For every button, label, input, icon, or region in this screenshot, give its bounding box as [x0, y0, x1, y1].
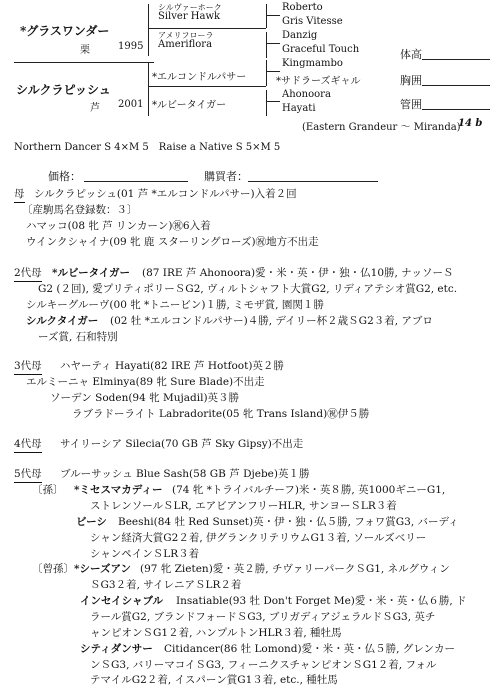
gen2-name: *ルビータイガー — [52, 267, 131, 279]
gen2-l1: (87 IRE 芦 Ahonoora)愛・米・英・伊・独・仏10勝, ナッソーＳ — [142, 267, 454, 279]
g2-name: ビーシ — [76, 516, 107, 528]
g2-l2: シャン経済大賞G2２着, 伊グランクリテリウムG1３着, ソールズベリー — [90, 532, 427, 544]
cannon-label: 管囲 — [400, 98, 422, 111]
sire-dam-name: Ameriflora — [158, 39, 213, 50]
gen2-l5: ーズ賞, 石和特別 — [38, 331, 118, 343]
grand-label: 〔孫〕 — [32, 484, 64, 496]
inbreeding: Northern Dancer S 4×M 5 Raise a Native S 5×M 5 — [14, 142, 281, 153]
gen2-l4: (02 牡 *エルコンドルパサー)４勝, デイリー杯２歳ＳG2３着, アブロ — [110, 315, 433, 327]
g2-l1: Beeshi(84 牡 Red Sunset)英・伊・独・仏５勝, フォワ賞G3, バーディ — [118, 516, 459, 528]
gen4-l1: サイリーシア Silecia(70 GB 芦 Sky Gipsy)不出走 — [60, 438, 304, 450]
gen3-l2: エルミーニャ Elminya(89 牝 Sure Blade)不出走 — [26, 376, 265, 388]
gen2-mark: 2代母 — [14, 265, 42, 282]
sire-name: *グラスワンダー — [20, 24, 110, 38]
dam-sire: *エルコンドルパサー — [152, 72, 247, 83]
foal-1: ハマッコ(08 牝 芦 リンカーン)㊗6入着 — [26, 220, 211, 232]
buyer-label: 購買者： — [204, 170, 248, 183]
gen5-mark: 5代母 — [14, 466, 42, 483]
dam-year: 2001 — [118, 99, 144, 110]
foal-2: ウインクシャイナ(09 牝 鹿 スターリングローズ)㊗地方不出走 — [26, 236, 319, 248]
g1-name: *ミセスマカディー — [74, 484, 163, 496]
gen4-mark: 4代母 — [14, 436, 42, 453]
family-number: 14 b — [458, 118, 483, 129]
h3-name: シティダンサー — [80, 643, 153, 655]
h2-l1: Insatiable(93 牡 Don't Forget Me)愛・米・英・仏６勝, ド — [176, 595, 467, 607]
gen2-l2: G2 (２回), 愛プリティポリーＳG2, ヴィルトシャフト大賞G2, リディアテシオ賞G2, etc. — [38, 283, 458, 295]
gen4-6: *サドラーズギャル — [276, 76, 361, 87]
g2-l3: シャンペインＳLR３着 — [90, 548, 200, 560]
dam-mark: 母 — [14, 186, 25, 203]
foal-count: 〔産駒馬名登録数：３〕 — [22, 204, 138, 216]
gen3-l4: ラブラドーライト Labradorite(05 牝 Trans Island)㊗伊５勝 — [72, 408, 370, 420]
great-grand-label: 〔曾孫〕 — [32, 563, 74, 575]
g1-l2: ストレンソールＳLR, エアビアンフリーHLR, サンヨーＳLR３着 — [90, 500, 397, 512]
gen3-l3: ソーデン Soden(94 牝 Mujadil)英３勝 — [50, 392, 240, 404]
gen4-7: Ahonoora — [282, 89, 331, 100]
dam-coat: 芦 — [90, 103, 100, 114]
dam-dam: *ルビータイガー — [152, 100, 227, 111]
gen4-5: Kingmambo — [282, 58, 343, 69]
gen5-l1: ブルーサッシュ Blue Sash(58 GB 芦 Djebe)英１勝 — [60, 468, 310, 480]
sire-sire-name: Silver Hawk — [158, 11, 221, 22]
sire-dam-kana: アメリフローラ — [158, 31, 214, 40]
sire-year: 1995 — [118, 41, 144, 52]
gen4-3: Danzig — [282, 30, 318, 41]
family-note: (Eastern Grandeur ～ Miranda) — [302, 122, 461, 133]
price-label: 価格： — [48, 170, 81, 183]
gen2-l4-name: シルクタイガー — [26, 315, 99, 327]
h1-name: *シーズアン — [74, 563, 132, 575]
h2-l2: ラール賞G2, ブランドフォードＳG3, ブリガディアジェラルドＳG3, 英チ — [90, 611, 436, 623]
h1-l2: ＳG3２着, サイレニアＳLR２着 — [90, 579, 242, 591]
sire-sire-kana: シルヴァーホーク — [158, 3, 222, 12]
gen4-1: Roberto — [282, 2, 323, 13]
h1-l1: (97 牝 Zieten)愛・英２勝, チヴァリーパークＳG1, ネルグウィン — [140, 563, 450, 575]
height-label: 体高 — [400, 48, 422, 61]
h3-l1: Citidancer(86 牡 Lomond)愛・米・英・仏５勝, グレンカー — [164, 643, 456, 655]
h2-name: インセイシャブル — [80, 595, 164, 607]
h3-l2: ンＳG3, バリーマコイＳG3, フィーニクスチャンピオンＳG1２着, フォル — [90, 659, 437, 671]
gen4-4: Graceful Touch — [282, 44, 360, 55]
gen3-l1: ハヤーティ Hayati(82 IRE 芦 Hotfoot)英２勝 — [60, 360, 284, 372]
dam-name: シルクラピッシュ — [16, 83, 111, 97]
gen3-mark: 3代母 — [14, 358, 42, 375]
gen4-2: Gris Vitesse — [282, 16, 343, 27]
h2-l3: ャンピオンＳG1２着, ハンプルトンHLR３着, 種牡馬 — [90, 627, 342, 639]
gen4-8: Hayati — [282, 103, 316, 114]
girth-label: 胸囲 — [400, 74, 422, 87]
dam-line: シルクラピッシュ(01 芦 *エルコンドルパサー)入着２回 — [34, 188, 297, 200]
sire-coat: 栗 — [80, 45, 90, 56]
gen2-l3: シルキーグルーヴ(00 牝 *トニービン)１勝, ミモザ賞, 園関１勝 — [26, 299, 324, 311]
h3-l3: テマイルG2２着, イスパーン賞G1３着, etc., 種牡馬 — [90, 674, 338, 686]
g1-l1: (74 牝 *トライバルチーフ)米・英８勝, 英1000ギニーG1, — [172, 484, 446, 496]
